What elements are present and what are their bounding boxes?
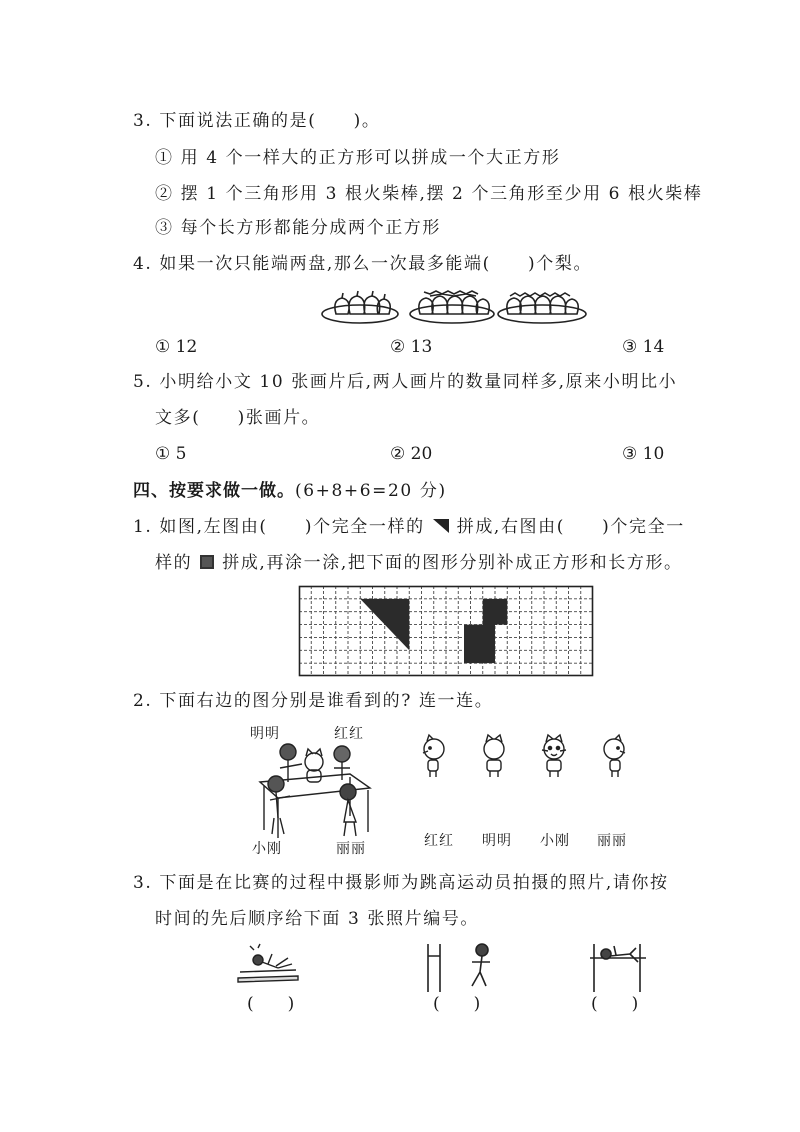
scene-name-lili: 丽丽: [336, 841, 366, 857]
scene-name-honghong: 红红: [334, 726, 364, 742]
cat-view-front: [542, 735, 566, 777]
triangle-tile-icon: [432, 518, 450, 534]
p3-line2: 时间的先后顺序给下面 3 张照片编号。: [155, 909, 480, 929]
q3-option-1: ① 用 4 个一样大的正方形可以拼成一个大正方形: [155, 148, 561, 168]
q4-stem: 4. 如果一次只能端两盘,那么一次最多能端( )个梨。: [133, 254, 593, 274]
p1-line1-a: 1. 如图,左图由( )个完全一样的: [133, 517, 425, 537]
cat-view-back: [484, 735, 504, 777]
p3-line1: 3. 下面是在比赛的过程中摄影师为跳高运动员拍摄的照片,请你按: [133, 873, 669, 893]
p1-line2-a: 样的: [155, 553, 193, 573]
section-title: 四、按要求做一做。: [133, 481, 295, 501]
p1-line1-b: 拼成,右图由( )个完全一: [456, 517, 685, 537]
grid-figure: [299, 586, 593, 676]
photo-blank-3[interactable]: ( ): [591, 994, 639, 1014]
view-name-1: 红红: [424, 833, 454, 849]
q3-option-2: ② 摆 1 个三角形用 3 根火柴棒,摆 2 个三角形至少用 6 根火柴棒: [155, 184, 703, 204]
photo-blank-1[interactable]: ( ): [247, 994, 295, 1014]
view-name-3: 小刚: [540, 833, 570, 849]
q3-option-3: ③ 每个长方形都能分成两个正方形: [155, 218, 442, 238]
q5-stem-line1: 5. 小明给小文 10 张画片后,两人画片的数量同样多,原来小明比小: [133, 372, 678, 392]
scene-name-xiaogang: 小刚: [252, 841, 282, 857]
p1-line2: [155, 554, 683, 572]
q4-choice-1: ① 12: [155, 337, 198, 357]
q5-choice-1: ① 5: [155, 444, 187, 464]
p1-line1: [133, 518, 685, 536]
q5-choice-2: ② 20: [390, 444, 433, 464]
p2-stem: 2. 下面右边的图分别是谁看到的? 连一连。: [133, 691, 494, 711]
scene-name-mingming: 明明: [250, 726, 280, 742]
q3-stem: 3. 下面说法正确的是( )。: [133, 111, 381, 131]
q5-choice-3: ③ 10: [622, 444, 665, 464]
q4-choice-3: ③ 14: [622, 337, 665, 357]
photo-run-up: [424, 942, 504, 994]
section-header: [133, 483, 447, 500]
view-name-4: 丽丽: [597, 833, 627, 849]
views-figure: [420, 735, 636, 780]
q4-choice-2: ② 13: [390, 337, 433, 357]
section-score: (6+8+6=20 分): [295, 481, 447, 501]
photo-landing: [238, 942, 300, 986]
cat-view-side-left: [423, 735, 444, 777]
q5-stem-line2: 文多( )张画片。: [155, 408, 321, 428]
view-name-2: 明明: [482, 833, 512, 849]
p1-line2-b: 拼成,再涂一涂,把下面的图形分别补成正方形和长方形。: [222, 553, 683, 573]
square-tile-icon: [199, 554, 215, 570]
cat-view-side-right: [604, 735, 625, 777]
photo-blank-2[interactable]: ( ): [433, 994, 481, 1014]
pear-plates-figure: [320, 286, 590, 328]
table-scene-figure: [250, 742, 378, 840]
photo-over-bar: [588, 942, 650, 994]
